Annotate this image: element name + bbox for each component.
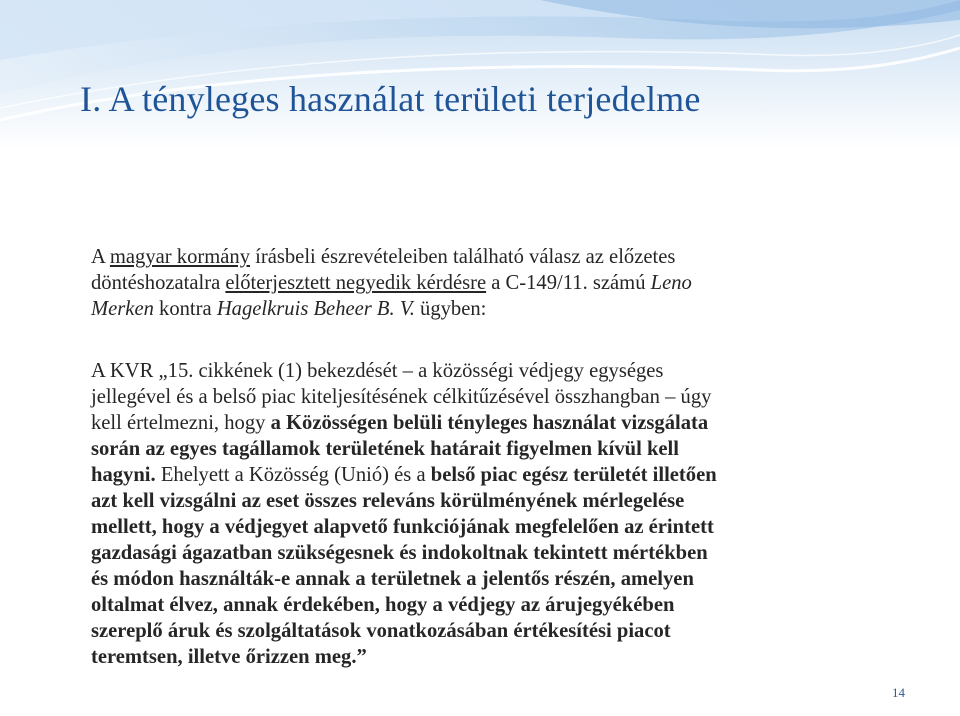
intro-line-1 [91,244,891,270]
quote-text: kell értelmezni, hogy [91,412,271,434]
intro-text: döntéshozatalra [91,272,226,294]
intro-text: ügyben: [414,298,487,320]
link-magyar-kormany[interactable]: magyar kormány [109,246,250,268]
page-number: 14 [892,685,905,700]
intro-line-2 [91,270,891,296]
quote-line: és módon használták-e annak a területnek a jelentős részén, amelyen [91,568,694,590]
quote-line: szereplő áruk és szolgáltatások vonatkozásában értékesítési piacot [91,620,671,642]
case-name: Leno [650,272,692,294]
quote-line: teremtsen, illetve őrizzen meg.” [91,646,367,668]
quote-paragraph [91,358,891,670]
quote-text: Ehelyett a Közösség (Unió) és a [155,464,431,486]
quote-line: során az egyes tagállamok területének határait figyelmen kívül kell [91,438,679,460]
quote-line: gazdasági ágazatban szükségesnek és indokoltnak tekintett mértékben [91,542,708,564]
quote-bold-text: a Közösségen belüli tényleges használat vizsgálata [270,412,709,434]
intro-paragraph [91,244,891,322]
link-negyedik-kerdes[interactable]: előterjesztett negyedik kérdésre [225,272,487,294]
wave-decoration [0,0,960,150]
quote-line [91,410,891,436]
case-name: Merken [91,298,154,320]
intro-text: írásbeli észrevételeiben található válasz az előzetes [250,246,676,268]
intro-line-3 [91,296,891,322]
slide-title: I. A tényleges használat területi terjedelme [80,79,701,119]
quote-line: A KVR „15. cikkének (1) bekezdését – a közösségi védjegy egységes [91,360,664,382]
quote-line: oltalmat élvez, annak érdekében, hogy a védjegy az árujegyékében [91,594,675,616]
slide-body [91,244,891,670]
quote-line: jellegével és a belső piac kiteljesítésének célkitűzésével összhangban – úgy [91,386,712,408]
intro-text: A [91,246,110,268]
intro-text: kontra [153,298,217,320]
case-name: Hagelkruis Beheer B. V. [216,298,415,320]
intro-text: a C-149/11. számú [486,272,651,294]
quote-line: azt kell vizsgálni az eset összes releváns körülményének mérlegelése [91,490,685,512]
header-wave-banner [0,0,960,150]
quote-bold-text: belső piac egész területét illetően [430,464,717,486]
quote-bold-text: hagyni. [91,464,156,486]
quote-line: mellett, hogy a védjegyet alapvető funkciójának megfelelően az érintett [91,516,714,538]
quote-line [91,462,891,488]
paragraph-spacer [91,322,891,358]
